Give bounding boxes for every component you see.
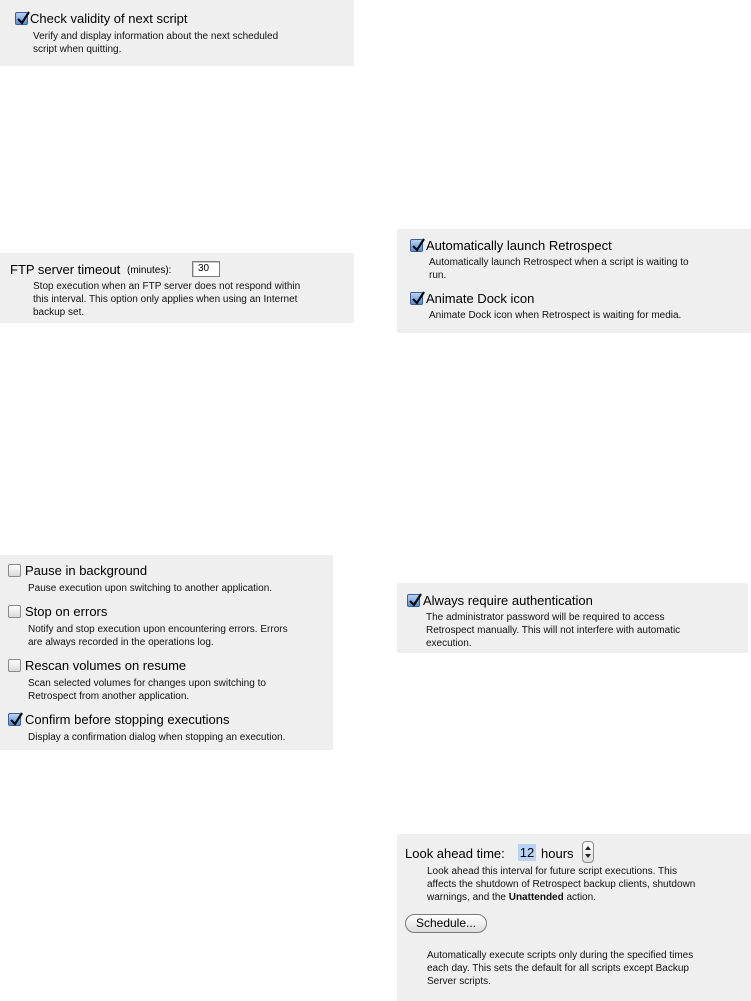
auto-launch-desc-2: run. bbox=[429, 270, 447, 281]
schedule-desc-2: each day. This sets the default for all scripts except Backup bbox=[427, 963, 689, 974]
auth-checkbox[interactable] bbox=[407, 594, 420, 607]
rescan-desc-1: Scan selected volumes for changes upon switching to bbox=[28, 678, 266, 689]
ftp-timeout-desc-1: Stop execution when an FTP server does not respond within bbox=[33, 281, 301, 292]
ftp-timeout-desc-3: backup set. bbox=[33, 307, 85, 318]
confirm-stop-label[interactable]: Confirm before stopping executions bbox=[25, 712, 230, 727]
schedule-desc-3: Server scripts. bbox=[427, 976, 491, 987]
execution-options-panel bbox=[0, 555, 333, 750]
check-validity-panel bbox=[0, 0, 354, 66]
animate-dock-checkbox[interactable] bbox=[410, 292, 423, 305]
check-validity-label[interactable]: Check validity of next script bbox=[30, 11, 188, 26]
auth-desc-2: Retrospect manually. This will not interfere with automatic bbox=[426, 625, 681, 636]
look-ahead-input[interactable]: 12 bbox=[519, 845, 535, 860]
checkmark-icon bbox=[411, 290, 425, 305]
checkmark-icon bbox=[16, 10, 30, 25]
authentication-panel bbox=[397, 583, 748, 653]
auth-desc-3: execution. bbox=[426, 638, 472, 649]
launch-dock-panel bbox=[397, 229, 751, 333]
pause-bg-label[interactable]: Pause in background bbox=[25, 563, 148, 578]
pause-bg-checkbox[interactable] bbox=[8, 564, 21, 577]
auto-launch-desc-1: Automatically launch Retrospect when a script is waiting to bbox=[429, 257, 689, 268]
auth-label[interactable]: Always require authentication bbox=[423, 593, 593, 608]
ftp-timeout-label: FTP server timeout bbox=[10, 262, 121, 277]
check-validity-checkbox[interactable] bbox=[15, 12, 28, 25]
checkmark-icon bbox=[411, 237, 425, 252]
check-validity-desc-2: script when quitting. bbox=[33, 44, 122, 55]
animate-dock-desc: Animate Dock icon when Retrospect is waiting for media. bbox=[429, 310, 682, 321]
ftp-timeout-input[interactable]: 30 bbox=[192, 261, 220, 277]
check-validity-desc-1: Verify and display information about the next scheduled bbox=[33, 31, 279, 42]
checkmark-icon bbox=[408, 592, 422, 607]
look-ahead-desc-2: affects the shutdown of Retrospect backup clients, shutdown bbox=[427, 879, 696, 890]
auto-launch-label[interactable]: Automatically launch Retrospect bbox=[426, 238, 612, 253]
unattended-term: Unattended bbox=[508, 892, 564, 903]
rescan-checkbox[interactable] bbox=[8, 659, 21, 672]
look-ahead-panel bbox=[397, 834, 751, 1001]
confirm-stop-checkbox[interactable] bbox=[8, 713, 21, 726]
look-ahead-label: Look ahead time: bbox=[405, 846, 505, 861]
look-ahead-desc-3-pre: warnings, and the bbox=[427, 892, 509, 903]
look-ahead-stepper[interactable] bbox=[582, 841, 594, 863]
checkmark-icon bbox=[9, 711, 23, 726]
schedule-button[interactable]: Schedule... bbox=[405, 914, 487, 933]
stop-errors-checkbox[interactable] bbox=[8, 605, 21, 618]
ftp-timeout-desc-2: this interval. This option only applies when using an Internet bbox=[33, 294, 298, 305]
look-ahead-desc-1: Look ahead this interval for future script executions. This bbox=[427, 866, 677, 877]
stepper-arrows-icon bbox=[583, 842, 593, 862]
look-ahead-unit: hours bbox=[541, 846, 574, 861]
look-ahead-desc-3-post: action. bbox=[563, 892, 596, 903]
auth-desc-1: The administrator password will be required to access bbox=[426, 612, 665, 623]
look-ahead-desc-3 bbox=[427, 891, 596, 904]
schedule-desc-1: Automatically execute scripts only during the specified times bbox=[427, 950, 694, 961]
stop-errors-label[interactable]: Stop on errors bbox=[25, 604, 108, 619]
rescan-label[interactable]: Rescan volumes on resume bbox=[25, 658, 187, 673]
stop-errors-desc-1: Notify and stop execution upon encountering errors. Errors bbox=[28, 624, 288, 635]
rescan-desc-2: Retrospect from another application. bbox=[28, 691, 190, 702]
stop-errors-desc-2: are always recorded in the operations log. bbox=[28, 637, 214, 648]
animate-dock-label[interactable]: Animate Dock icon bbox=[426, 291, 535, 306]
ftp-timeout-unit: (minutes): bbox=[127, 265, 172, 276]
pause-bg-desc: Pause execution upon switching to another application. bbox=[28, 583, 273, 594]
confirm-stop-desc: Display a confirmation dialog when stopping an execution. bbox=[28, 732, 286, 743]
auto-launch-checkbox[interactable] bbox=[410, 239, 423, 252]
ftp-timeout-panel bbox=[0, 253, 354, 323]
